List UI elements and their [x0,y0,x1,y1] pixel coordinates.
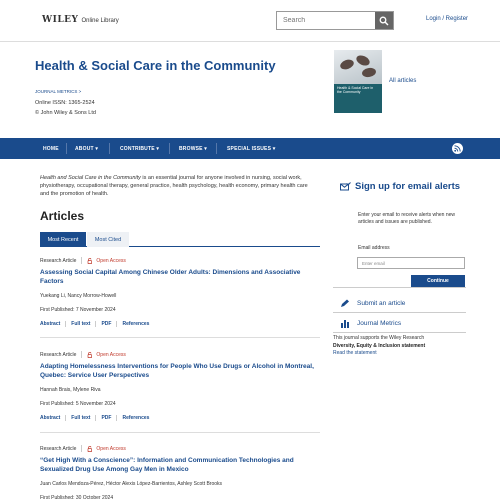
open-access-label: Open Access [96,351,126,358]
nav-special-issues[interactable] [227,146,275,152]
nav-divider [169,143,170,154]
references-link[interactable]: References [122,414,150,421]
article-divider [40,337,320,338]
search-box [276,11,394,30]
article-type: Research Article [40,351,77,358]
open-access-badge [87,258,125,264]
dei-text: This journal supports the Wiley Research [333,335,425,341]
link-divider [65,415,66,421]
article-divider [40,432,320,433]
logo-subtitle: Online Library [81,18,119,24]
meta-divider [81,351,82,358]
tab-most-cited[interactable]: Most Cited [87,232,129,247]
journal-title[interactable]: Health & Social Care in the Community [35,58,276,73]
meta-divider [81,445,82,452]
nav-special-issues-label: SPECIAL ISSUES [227,146,272,152]
copyright: © John Wiley & Sons Ltd [35,110,96,116]
continue-button[interactable]: Continue [411,275,465,287]
nav-browse[interactable] [179,146,207,152]
article-title-link[interactable]: “Get High With a Conscience”: Information and Communication Technologies and Sexualized Drug Use Among Gay Men in Mexico [40,457,294,473]
articles-tabs [40,232,320,247]
link-divider [116,415,117,421]
journal-metrics-label: Journal Metrics [357,320,402,327]
nav-contribute[interactable] [120,146,159,152]
article-type: Research Article [40,445,77,452]
nav-divider [216,143,217,154]
logo-brand: WILEY [42,15,79,25]
article-links [40,321,320,327]
submit-article-link[interactable] [333,293,466,313]
abstract-link[interactable]: Abstract [40,320,61,327]
article-published-date: First Published: 5 November 2024 [40,400,116,407]
open-access-badge [87,352,125,358]
link-divider [65,321,66,327]
link-divider [95,321,96,327]
dei-statement [333,335,466,358]
article-published-date: First Published: 30 October 2024 [40,494,114,500]
top-header [0,0,500,42]
cover-photo [334,50,382,84]
chevron-down-icon: ▾ [204,146,208,152]
article-title-link[interactable]: Adapting Homelessness Interventions for People Who Use Drugs or Alcohol in Montreal, Quebec: Service User Perspectives [40,363,314,379]
article-meta [40,257,320,264]
open-access-badge [87,446,125,452]
meta-divider [81,257,82,264]
envelope-check-icon [340,182,351,192]
open-access-label: Open Access [96,445,126,452]
link-divider [116,321,117,327]
tab-most-recent[interactable]: Most Recent [40,232,86,247]
article-item [40,351,320,421]
nav-about[interactable] [75,146,98,152]
nav-divider [66,143,67,154]
email-label: Email address [358,245,390,251]
article-authors: Hannah Brais, Mylene Riva [40,386,101,393]
journal-metrics-link[interactable]: JOURNAL METRICS > [35,89,82,94]
references-link[interactable]: References [122,320,150,327]
cover-title: Health & Social Care in the Community [337,86,374,95]
search-button[interactable] [375,12,393,29]
nav-browse-label: BROWSE [179,146,203,152]
intro-journal-name: Health and Social Care in the Community [40,175,141,181]
article-authors: Juan Carlos Mendoza-Pérez, Héctor Alexis López-Barrientos, Ashley Scott Brooks [40,480,223,487]
search-icon [379,16,389,26]
login-register-link[interactable]: Login / Register [426,16,469,22]
nav-divider [109,143,110,154]
open-lock-icon [87,352,93,358]
article-type: Research Article [40,257,77,264]
wiley-logo[interactable] [42,15,119,25]
journal-metrics-sidebar-link[interactable] [333,313,466,333]
open-access-label: Open Access [96,257,126,264]
open-lock-icon [87,258,93,264]
article-published-date: First Published: 7 November 2024 [40,306,116,313]
main-nav [0,138,500,159]
read-statement-link[interactable]: Read the statement [333,350,377,356]
article-item [40,257,320,327]
chevron-down-icon: ▾ [95,146,99,152]
email-field[interactable]: Enter email [357,257,465,269]
open-lock-icon [87,446,93,452]
cover-hand-shape [355,53,371,67]
chevron-down-icon: ▾ [156,146,160,152]
nav-contribute-label: CONTRIBUTE [120,146,155,152]
pdf-link[interactable]: PDF [101,414,112,421]
rss-button[interactable] [452,143,463,154]
article-links [40,415,320,421]
all-articles-link[interactable]: All articles [389,78,417,84]
full-text-link[interactable]: Full text [71,320,91,327]
abstract-link[interactable]: Abstract [40,414,61,421]
cover-hand-shape [339,58,355,71]
article-authors: Yuekang Li, Nancy Morrow-Howell [40,292,117,299]
signup-title: Sign up for email alerts [355,181,461,192]
pdf-link[interactable]: PDF [101,320,112,327]
intro-text: is an essential journal for anyone involved in nursing, social work, physiotherapy, occupational therapy, general practice, health psychology, health economy, primary health care and the promotion of health. [40,175,308,197]
submit-article-label: Submit an article [357,300,406,307]
journal-intro [40,175,315,199]
search-input[interactable] [277,12,377,29]
nav-home[interactable]: HOME [43,146,59,152]
article-title-link[interactable]: Assessing Social Capital Among Chinese Older Adults: Dimensions and Associative Factors [40,269,301,285]
article-meta [40,445,320,452]
dei-statement-title: Diversity, Equity & Inclusion statement [333,342,426,349]
pencil-icon [340,299,350,308]
article-meta [40,351,320,358]
cover-hand-shape [361,67,376,78]
nav-about-label: ABOUT [75,146,94,152]
link-divider [95,415,96,421]
signup-description: Enter your email to receive alerts when new articles and issues are published. [358,212,455,226]
chevron-down-icon: ▾ [272,146,276,152]
online-issn: Online ISSN: 1365-2524 [35,100,95,106]
article-item [40,445,320,500]
email-alerts-signup [333,165,466,288]
bar-chart-icon [340,319,350,328]
rss-icon [454,145,461,152]
journal-cover-image[interactable] [334,50,382,113]
articles-heading: Articles [40,209,85,223]
full-text-link[interactable]: Full text [71,414,91,421]
